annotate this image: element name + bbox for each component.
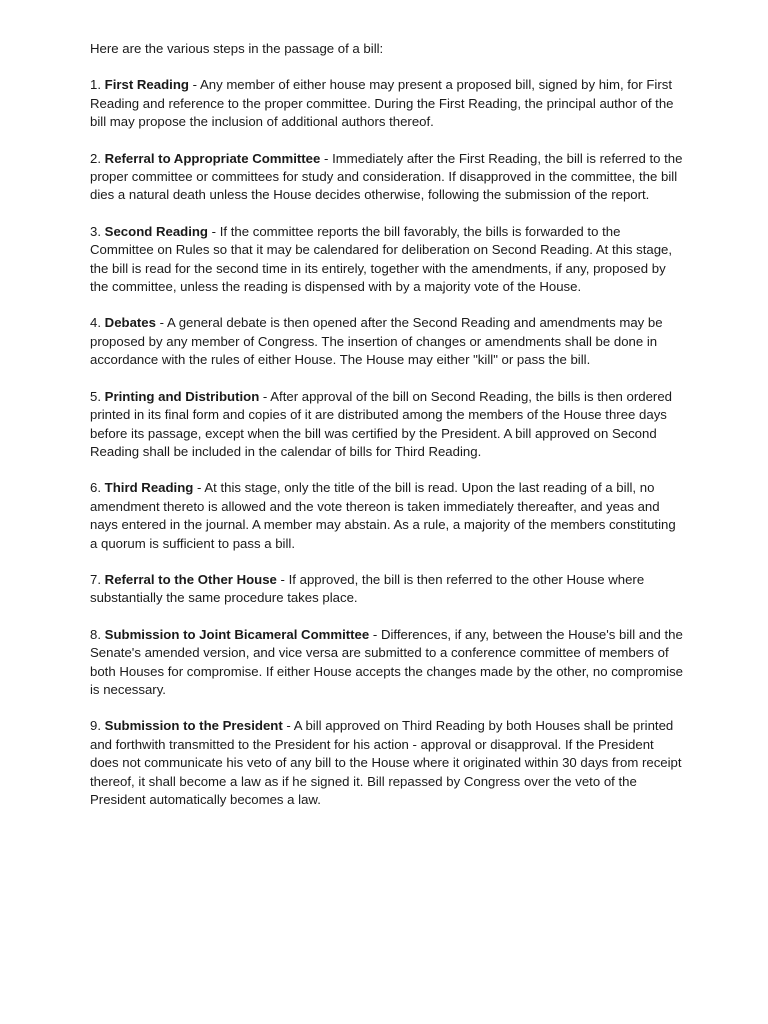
step-separator: -: [320, 150, 333, 166]
step-number: 4.: [90, 315, 101, 331]
step-title: Submission to the President: [104, 718, 283, 734]
step-text: If the committee reports the bill favorably, the bills is forwarded to the Committee on Rules so that it may be calendared for deliberation on Second Reading. At this stage, the bill is read for the second time in its entirely, together with the amendments, if any, proposed by the committee, unless the reading is dispensed with by a majority vote of the House.: [90, 223, 673, 295]
step-paragraph-6: [90, 479, 685, 553]
step-paragraph-7: [90, 571, 685, 608]
step-paragraph-2: [90, 150, 685, 205]
step-number: 6.: [90, 480, 101, 496]
step-text: After approval of the bill on Second Reading, the bills is then ordered printed in its final form and copies of it are distributed among the members of the House three days before its passage, except when the bill was certified by the President. A bill approved on Second Reading shall be included in the calendar of bills for Third Reading.: [90, 388, 672, 459]
step-paragraph-5: [90, 388, 685, 462]
step-separator: -: [259, 388, 271, 404]
step-number: 2.: [90, 150, 101, 166]
intro-text: Here are the various steps in the passage of a bill:: [90, 41, 384, 56]
step-text: If approved, the bill is then referred to the other House where substantially the same procedure takes place.: [90, 571, 645, 606]
step-number: 5.: [90, 388, 101, 404]
step-paragraph-4: [90, 314, 685, 369]
step-title: Printing and Distribution: [104, 388, 260, 404]
step-paragraph-3: [90, 223, 685, 297]
step-separator: -: [276, 571, 289, 587]
step-separator: -: [188, 77, 200, 93]
step-number: 9.: [90, 718, 101, 734]
step-paragraph-9: [90, 717, 685, 809]
step-paragraph-8: [90, 626, 685, 700]
step-text: Any member of either house may present a proposed bill, signed by him, for First Reading and reference to the proper committee. During the First Reading, the principal author of the bill may propose the inclusion of additional authors thereof.: [90, 77, 674, 130]
step-text: Differences, if any, between the House's bill and the Senate's amended version, and vice versa are submitted to a conference committee of members of both Houses for compromise. If either House accepts the changes made by the other, no compromise is necessary.: [90, 626, 684, 697]
document-page: [90, 40, 685, 827]
step-title: First Reading: [104, 77, 189, 93]
step-separator: -: [155, 315, 167, 331]
step-number: 1.: [90, 77, 101, 93]
step-title: Referral to the Other House: [104, 571, 277, 587]
step-text: At this stage, only the title of the bill is read. Upon the last reading of a bill, no amendment thereto is allowed and the vote thereon is taken immediately thereafter, and yeas and nays entered in the journal. A member may abstain. As a rule, a majority of the members constituting a quorum is sufficient to pass a bill.: [90, 480, 676, 551]
step-number: 3.: [90, 223, 101, 239]
step-title: Submission to Joint Bicameral Committee: [104, 626, 370, 642]
step-text: A bill approved on Third Reading by both Houses shall be printed and forthwith transmitted to the President for his action - approval or disapproval. If the President does not communicate his veto of any bill to the House where it originated within 30 days from receipt thereof, it shall become a law as if he signed it. Bill repassed by Congress over the veto of the President automatically becomes a law.: [90, 718, 682, 807]
step-number: 7.: [90, 571, 101, 587]
step-text: A general debate is then opened after the Second Reading and amendments may be proposed by any member of Congress. The insertion of changes or amendments shall be done in accordance with the rules of either House. The House may either "kill" or pass the bill.: [90, 315, 663, 368]
step-separator: -: [282, 718, 294, 734]
step-separator: -: [369, 626, 381, 642]
step-title: Second Reading: [104, 223, 208, 239]
step-paragraph-1: [90, 76, 685, 131]
step-title: Referral to Appropriate Committee: [104, 150, 321, 166]
step-separator: -: [208, 223, 220, 239]
step-separator: -: [193, 480, 205, 496]
step-number: 8.: [90, 626, 101, 642]
step-title: Third Reading: [104, 480, 194, 496]
step-text: Immediately after the First Reading, the bill is referred to the proper committee or committees for study and consideration. If disapproved in the committee, the bill dies a natural death unless the House decides otherwise, following the submission of the report.: [90, 150, 683, 203]
step-title: Debates: [104, 315, 156, 331]
